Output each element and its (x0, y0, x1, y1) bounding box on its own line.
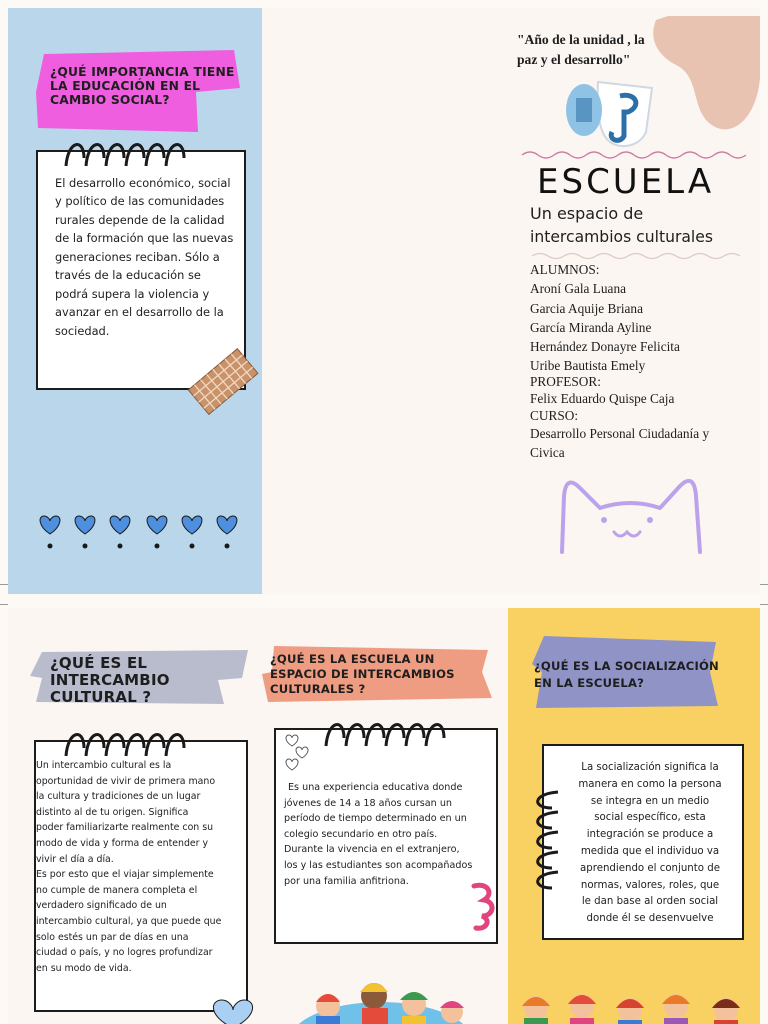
motto-text: "Año de la unidad , la paz y el desarrollo" (517, 32, 645, 67)
socialization-paragraph (556, 760, 744, 928)
text-line: medida que el individuo va (580, 845, 720, 857)
cover-subtitle-line2: intercambios culturales (530, 228, 713, 246)
hearts-row-icon (34, 508, 244, 552)
student-name: Garcia Aquije Briana (530, 300, 643, 316)
spiral-binding-icon (60, 722, 196, 762)
text-line: La socialización significa la (581, 762, 719, 773)
text-line: solo estés un par de días en una (36, 931, 189, 943)
text-line: jóvenes de 14 a 18 años cursan un (284, 797, 452, 809)
course-name-line1: Desarrollo Personal Ciudadanía y (530, 425, 710, 441)
course-label: CURSO: (530, 408, 579, 424)
children-row-illustration (512, 984, 760, 1024)
text-line: oportunidad de vivir de primera mano (36, 775, 216, 787)
school-exchange-paragraph (284, 780, 496, 889)
wavy-line-icon (520, 148, 750, 162)
cultural-exchange-paragraph (36, 758, 248, 976)
heart-icon (206, 998, 260, 1024)
spiral-binding-icon (60, 132, 196, 172)
text-line: vivir el día a día. (36, 853, 114, 865)
text-line: por una familia anfitriona. (284, 875, 409, 887)
text-line: social específico, esta (594, 812, 706, 824)
text-line: Es por esto que el viajar simplemente (36, 869, 214, 881)
text-line: Un intercambio cultural es la (36, 760, 172, 771)
text-line: intercambio cultural, ya que puede que (36, 915, 222, 927)
text-line: verdadero significado de un (36, 900, 167, 912)
question-socialization-heading: ¿QUÉ ES LA SOCIALIZACIÓN EN LA ESCUELA? (534, 659, 719, 690)
spiral-binding-icon (320, 712, 456, 752)
teacher-name: Felix Eduardo Quispe Caja (530, 391, 675, 407)
question-cultural-exchange-heading: ¿QUÉ ES EL INTERCAMBIO CULTURAL ? (50, 654, 170, 706)
text-line: le dan base al orden social (581, 896, 719, 908)
student-name: Aroní Gala Luana (530, 281, 626, 297)
text-line: colegio secundario en otro país. (284, 828, 438, 840)
text-line: los y las estudiantes son acompañados (284, 859, 473, 871)
education-paragraph: El desarrollo económico, social y político de las comunidades rurales depende de la calidad de la formación que las nuevas generaciones reciban. Sólo a través de la educación se podrá supera la violencia y avanzar en el desarrollo de la sociedad. (55, 176, 234, 338)
text-line: Es una experiencia educativa donde (288, 782, 463, 793)
cover-subtitle-line1: Un espacio de (530, 204, 644, 223)
cover-title: ESCUELA (537, 162, 715, 202)
text-line: se integra en un medio (590, 795, 710, 807)
small-hearts-icon (282, 732, 312, 772)
crop-mark (0, 584, 8, 585)
student-name: Uribe Bautista Emely (530, 358, 646, 374)
text-line: no cumple de manera completa el (36, 884, 198, 896)
crop-mark (0, 604, 8, 605)
text-line: distinto al de tu origen. Significa (36, 806, 189, 818)
pink-swirl-icon (466, 880, 496, 932)
student-name: Hernández Donayre Felicita (530, 339, 680, 355)
crop-mark (760, 584, 768, 585)
text-line: período de tiempo determinado en un (284, 813, 467, 825)
question-education-heading: ¿QUÉ IMPORTANCIA TIENE LA EDUCACIÓN EN EL CAMBIO SOCIAL? (50, 65, 235, 107)
children-illustration (286, 972, 476, 1024)
text-line: normas, valores, roles, que (580, 879, 720, 891)
credits-block (530, 260, 755, 462)
text-line: en su modo de vida. (36, 962, 132, 974)
school-logo-icon (562, 76, 658, 156)
course-name-line2: Civica (530, 444, 565, 460)
text-line: donde él se desenvuelve (586, 913, 714, 925)
text-line: aprendiendo el conjunto de (580, 862, 720, 874)
tape-icon (178, 340, 268, 426)
text-line: Durante la vivencia en el extranjero, (284, 844, 460, 856)
question-school-exchange-heading: ¿QUÉ ES LA ESCUELA UN ESPACIO DE INTERCAMBIOS CULTURALES ? (270, 652, 455, 697)
student-name: García Miranda Ayline (530, 319, 652, 335)
text-line: poder familiarizarte realmente con su (36, 822, 214, 834)
students-label: ALUMNOS: (530, 262, 600, 277)
text-line: la cultura y tradiciones de un lugar (36, 791, 201, 803)
text-line: integración se produce a (586, 829, 714, 841)
text-line: modo de vida y forma de entender y (36, 837, 209, 849)
teacher-label: PROFESOR: (530, 373, 601, 389)
crop-mark (760, 604, 768, 605)
text-line: ciudad o país, y no logres profundizar (36, 947, 213, 959)
text-line: manera en como la persona (578, 778, 722, 790)
cat-face-icon (554, 464, 708, 560)
